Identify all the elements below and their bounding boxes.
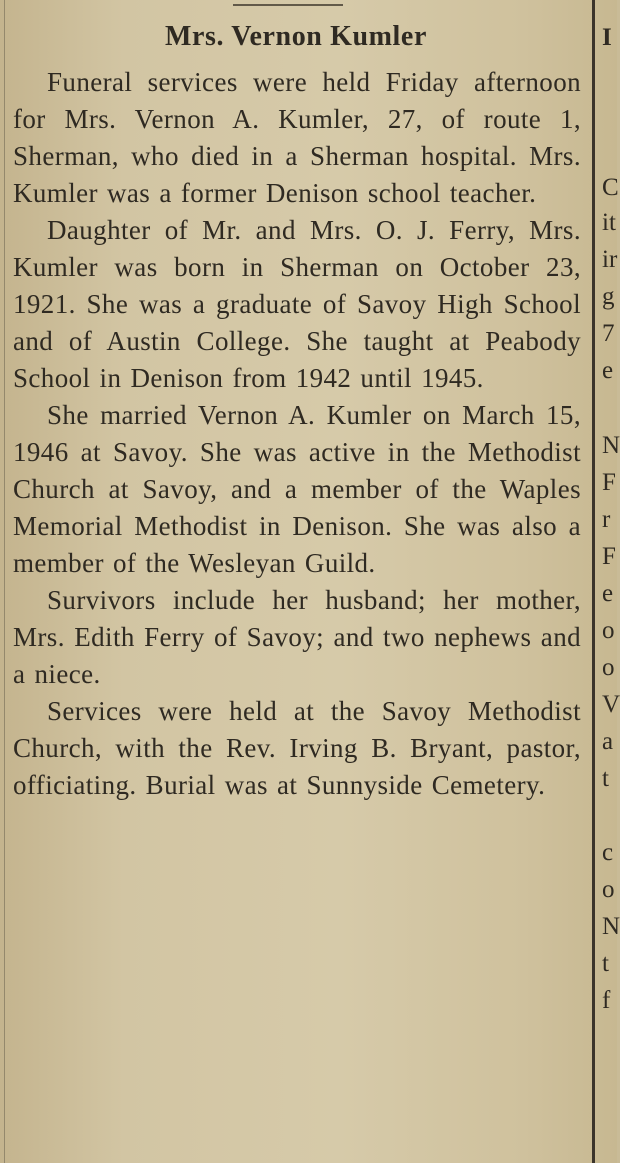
edge-fragment: f <box>602 987 611 1014</box>
column-divider-rule <box>592 0 595 1163</box>
left-edge-rule <box>4 0 5 1163</box>
edge-fragment: F <box>602 469 616 496</box>
edge-fragment: N <box>602 913 620 940</box>
obituary-body <box>13 64 581 804</box>
edge-fragment: e <box>602 357 614 384</box>
paragraph-biography: Daughter of Mr. and Mrs. O. J. Ferry, Mrs. Kumler was born in Sherman on October 23, 1921. She was a graduate of Savoy High School and of Austin College. She taught at Peabody School in Denison from 1942 until 1945. <box>13 215 581 393</box>
obituary-headline: Mrs. Vernon Kumler <box>164 21 427 52</box>
paragraph-marriage: She married Vernon A. Kumler on March 15, 1946 at Savoy. She was active in the Methodist Church at Savoy, and a member of the Waples Memorial Methodist in Denison. She was also a member of the Wesleyan Guild. <box>13 400 581 578</box>
edge-fragment: N <box>602 432 620 459</box>
edge-fragment: o <box>602 654 615 681</box>
edge-fragment: it <box>602 209 616 236</box>
edge-fragment: ir <box>602 246 618 273</box>
edge-fragment: c <box>602 839 614 866</box>
edge-fragment: t <box>602 765 609 792</box>
edge-fragment: t <box>602 950 609 977</box>
edge-fragment: o <box>602 876 615 903</box>
edge-fragment: g <box>602 283 615 310</box>
edge-fragment: V <box>602 691 620 718</box>
paragraph-survivors: Survivors include her husband; her mother, Mrs. Edith Ferry of Savoy; and two nephews and a niece. <box>13 585 581 689</box>
adjacent-column-fragment <box>602 0 620 1163</box>
paragraph-funeral: Funeral services were held Friday afternoon for Mrs. Vernon A. Kumler, 27, of route 1, Sherman, who died in a Sherman hospital. Mrs. Kumler was a former Denison school teacher. <box>13 67 581 208</box>
edge-fragment: r <box>602 506 611 533</box>
edge-fragment: F <box>602 543 616 570</box>
edge-fragment: a <box>602 728 614 755</box>
edge-fragment: 7 <box>602 320 615 347</box>
edge-fragment: C <box>602 174 619 201</box>
edge-fragment: I <box>602 24 612 51</box>
edge-fragment: o <box>602 617 615 644</box>
top-divider-rule <box>233 4 343 6</box>
edge-fragment: e <box>602 580 614 607</box>
paragraph-services: Services were held at the Savoy Methodist Church, with the Rev. Irving B. Bryant, pastor, officiating. Burial was at Sunnyside Cemetery. <box>13 696 581 800</box>
